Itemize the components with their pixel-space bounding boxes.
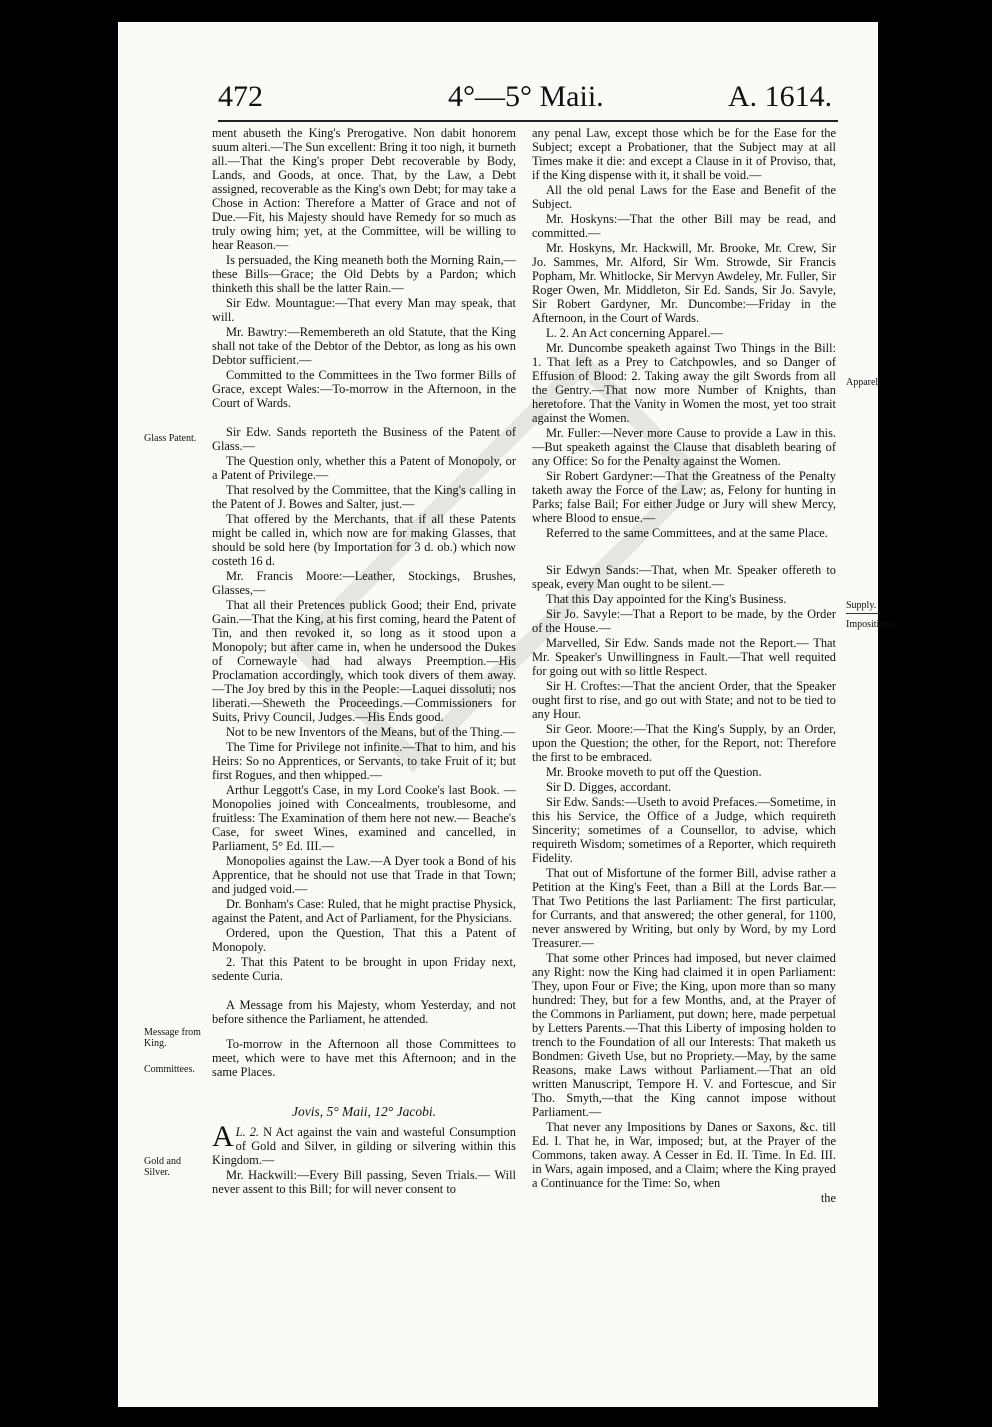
- paragraph: Is persuaded, the King meaneth both the Morning Rain,—these Bills—Grace; the Old Debts by a Pardon; which thinketh this shall be the latter Rain.—: [212, 253, 516, 295]
- paragraph: Marvelled, Sir Edw. Sands made not the Report.— That Mr. Speaker's Unwillingness in Fault.—That well requited for going out with so little Respect.: [532, 636, 836, 678]
- margin-note-impositions: Impositions.: [846, 619, 896, 630]
- page-number: 472: [218, 80, 263, 113]
- paragraph: Sir D. Digges, accordant.: [546, 780, 672, 794]
- message-paragraph: A Message from his Majesty, whom Yesterday, and not before sithence the Parliament, he attended.: [212, 998, 516, 1026]
- paragraph: any penal Law, except those which be for the Ease for the Subject; except a Probationer, that the Subject may at all Times make it die: and except a Clause in it of Proviso, that, if the King dispense with it, it shall be void.—: [532, 126, 836, 182]
- margin-note-glass-patent: Glass Patent.: [144, 433, 197, 444]
- paragraph: Sir Edw. Sands reporteth the Business of the Patent of Glass.—: [212, 425, 516, 453]
- section-heading: Jovis, 5° Maii, 12° Jacobi.: [292, 1104, 436, 1119]
- drop-cap: A: [212, 1120, 234, 1153]
- catchword: the: [820, 1191, 836, 1205]
- paragraph: ment abuseth the King's Prerogative. Non dabit honorem suum alteri.—The Sun excellent: Bring it too nigh, it burneth all.—That the King's proper Debt recoverable by Body, Lands, and Goods, at once. That, by the Law, a Debt assigned, recoverable as the King's own Debt; for may take a Chose in Action: Therefore a Matter of Grace and not of Due.—Fit, his Majesty should have Remedy for so much as truly owing him; yet, at the Committee, will be willing to hear Reason.—: [212, 126, 516, 252]
- margin-note-committees: Committees.: [144, 1064, 195, 1075]
- paragraph: The Time for Privilege not infinite.—That to him, and his Heirs: So no Apprentices, or Servants, to take Fruit of it; but first Rogues, and then whipped.—: [212, 740, 516, 782]
- margin-note-message-from-king: Message from King.: [144, 1027, 201, 1049]
- paragraph: That some other Princes had imposed, but never claimed any Right: now the King had claimed it in open Parliament: They, upon Four or Five; the King, upon more than so many hundred: They, but for a few Months, and, at the Prayer of the Commons in Parliament, put down; here, made perpetual by Letters Parents.—That this Liberty of imposing holden to trench to the Foundation of all our Interests: That maketh us Bondmen: Giveth Use, but no Propriety.—May, by the same Reasons, make Laws without Parliament.—That an old written Manuscript, Tempore H. V. and Fortescue, and Sir Tho. Smyth,—that the King cannot impose without Parliament.—: [532, 951, 836, 1119]
- paragraph: 2. That this Patent to be brought in upon Friday next, sedente Curia.: [212, 955, 516, 983]
- header-rule: [218, 120, 838, 122]
- paragraph: Referred to the same Committees, and at the same Place.: [546, 526, 828, 540]
- paragraph: L. 2. An Act concerning Apparel.—: [546, 326, 723, 340]
- paragraph: Mr. Hackwill:—Every Bill passing, Seven Trials.— Will never assent to this Bill; for will never consent to: [212, 1168, 516, 1196]
- paragraph: Ordered, upon the Question, That this a Patent of Monopoly.: [212, 926, 516, 954]
- paragraph: That never any Impositions by Danes or Saxons, &c. till Ed. I. That he, in War, imposed; but, at the Prayer of the Commons, taken away. A Cesser in Ed. II. Time. In Ed. III. in Wars, again imposed, and a Claim; where the King prayed a Continuance for the Time: So, when: [532, 1120, 836, 1190]
- paragraph: Monopolies against the Law.—A Dyer took a Bond of his Apprentice, that he should not use that Trade in that Town; and judged void.—: [212, 854, 516, 896]
- paragraph: Arthur Leggott's Case, in my Lord Cooke's last Book. —Monopolies joined with Concealments, troublesome, and fruitless: The Examination of them here not new.— Beache's Case, for sweet Wines, examined and cancelled, in Parliament, 5° Ed. III.—: [212, 783, 516, 853]
- paragraph: Mr. Brooke moveth to put off the Question.: [546, 765, 762, 779]
- paragraph: Mr. Bawtry:—Remembereth an old Statute, that the King shall not take of the Debtor of the Debtor, as long as his own Debtor sufficient.—: [212, 325, 516, 367]
- act-paragraph: [212, 1120, 516, 1167]
- paragraph: Mr. Hoskyns, Mr. Hackwill, Mr. Brooke, Mr. Crew, Sir Jo. Sammes, Mr. Alford, Sir Wm. Strowde, Sir Francis Popham, Mr. Whitlocke, Sir Mervyn Awdeley, Mr. Fuller, Sir Roger Owen, Mr. Middleton, Sir Ed. Sands, Sir Jo. Savyle, Sir Robert Gardyner, Mr. Duncombe:—Friday in the Afternoon, in the Court of Wards.: [532, 241, 836, 325]
- paragraph: That offered by the Merchants, that if all these Patents might be called in, which now are for making Glasses, that should be sold here (by Importation for 3 d. ob.) which now costeth 16 d.: [212, 512, 516, 568]
- paragraph: Sir Edwyn Sands:—That, when Mr. Speaker offereth to speak, every Man ought to be silent.—: [532, 563, 836, 591]
- right-column: [532, 126, 836, 1205]
- document-page: [118, 22, 896, 1407]
- paragraph: Sir H. Croftes:—That the ancient Order, that the Speaker ought first to rise, and go out with State; and not to be tied to any Hour.: [532, 679, 836, 721]
- paragraph: Mr. Duncombe speaketh against Two Things in the Bill: 1. That left as a Prey to Catchpowles, and so Danger of Effusion of Blood: 2. Taking away the gilt Swords from all the Gentry.—That now more Number of Knights, than heretofore. That the Vanity in Women the most, yet too strait against the Women.: [532, 341, 836, 425]
- paragraph: Mr. Fuller:—Never more Cause to provide a Law in this.—But speaketh against the Clause that disableth bearing of any Office: So for the Penalty against the Women.: [532, 426, 836, 468]
- act-text: N Act against the vain and wasteful Consumption of Gold and Silver, in gilding or silvering within this Kingdom.—: [212, 1125, 516, 1167]
- paragraph: Sir Jo. Savyle:—That a Report to be made, by the Order of the House.—: [532, 607, 836, 635]
- paragraph: Sir Geor. Moore:—That the King's Supply, by an Order, upon the Question; the other, for the Report, not: Therefore the first to be embraced.: [532, 722, 836, 764]
- running-title: 4°—5° Maii.: [448, 80, 604, 113]
- paragraph: That resolved by the Committee, that the King's calling in the Patent of J. Bowes and Salter, just.—: [212, 483, 516, 511]
- act-prefix: L. 2.: [235, 1125, 260, 1139]
- paragraph: Sir Edw. Sands:—Useth to avoid Prefaces.—Sometime, in this his Service, the Office of a Judge, which requireth Sincerity; sometimes of a Counsellor, to advise, which requireth Wisdom; sometimes of a Reporter, which requireth Fidelity.: [532, 795, 836, 865]
- paragraph: Sir Robert Gardyner:—That the Greatness of the Penalty taketh away the Force of the Law; as, Felony for hunting in Parks; false Bail; For either Judge or Jury will shew Mercy, where Blood to ensue.—: [532, 469, 836, 525]
- margin-note-gold-and-silver: Gold and Silver.: [144, 1156, 181, 1178]
- paragraph: Not to be new Inventors of the Means, but of the Thing.—: [226, 725, 516, 739]
- paragraph: That out of Misfortune of the former Bill, advise rather a Petition at the King's Feet, than a Bill at the Lords Bar.—That Two Petitions the last Parliament: The first particular, for Currants, and that answered; the other general, for 1100, never answered by Writing, but only by Word, by my Lord Treasurer.—: [532, 866, 836, 950]
- paragraph: The Question only, whether this a Patent of Monopoly, or a Patent of Privilege.—: [212, 454, 516, 482]
- paragraph: Mr. Hoskyns:—That the other Bill may be read, and committed.—: [532, 212, 836, 240]
- paragraph: Sir Edw. Mountague:—That every Man may speak, that will.: [212, 296, 516, 324]
- paragraph: That all their Pretences publick Good; their End, private Gain.—That the King, at his first coming, heard the Patent of Tin, and then revoked it, so long as it stood upon a Monopoly; but after came in, when he undersood the Dukes of Cornewayle had had always Preemption.—His Proclamation accordingly, which took divers of them away.—The Joy bred by this in the People:—Laquei dissoluti; nos liberati.—Sheweth the Proceedings.—Commissioners for Suits, Privy Council, Judges.—His Ends good.: [212, 598, 516, 724]
- paragraph: Dr. Bonham's Case: Ruled, that he might practise Physick, against the Patent, and Act of Parliament, for the Physicians.: [212, 897, 516, 925]
- paragraph: Committed to the Committees in the Two former Bills of Grace, except Wales:—To-morrow in the Afternoon, in the Court of Wards.: [212, 368, 516, 410]
- margin-note-apparel: Apparel.: [846, 377, 881, 388]
- committees-paragraph: To-morrow in the Afternoon all those Committees to meet, which were to have met this Afternoon; and in the same Places.: [212, 1037, 516, 1079]
- paragraph: All the old penal Laws for the Ease and Benefit of the Subject.: [532, 183, 836, 211]
- year-heading: A. 1614.: [728, 80, 833, 113]
- paragraph: That this Day appointed for the King's Business.: [546, 592, 787, 606]
- margin-note-supply: Supply.: [846, 600, 880, 614]
- paragraph: Mr. Francis Moore:—Leather, Stockings, Brushes, Glasses,—: [212, 569, 516, 597]
- left-column: [212, 126, 516, 1197]
